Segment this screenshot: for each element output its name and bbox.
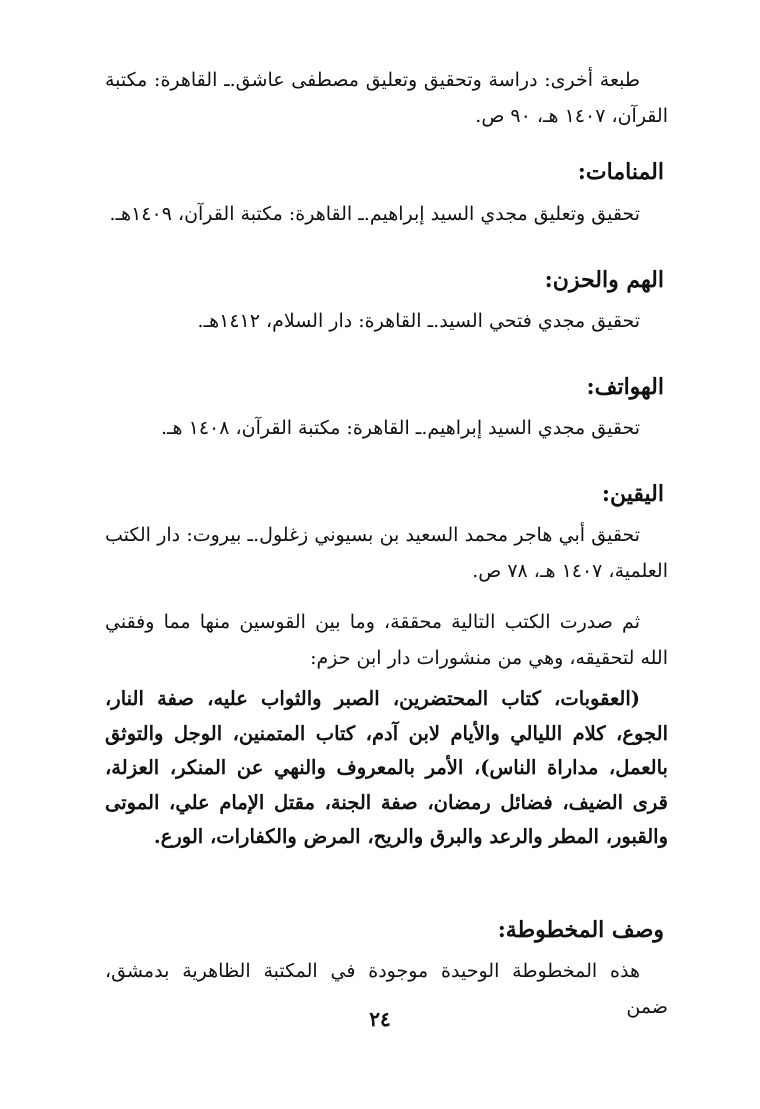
section-heading-almanamat: المنامات:: [577, 159, 664, 185]
paragraph-later-published-books: ثم صدرت الكتب التالية محققة، وما بين القوسين منها مما وفقني الله لتحقيقه، وهي من منشورات دار ابن حزم:: [105, 611, 668, 669]
paragraph-alternate-edition: طبعة أخرى: دراسة وتحقيق وتعليق مصطفى عاشق.ـ القاهرة: مكتبة القرآن، ١٤٠٧ هـ، ٩٠ ص.: [105, 69, 668, 127]
page-number: ٢٤: [369, 1007, 391, 1031]
paragraph-alyaqin-edition: تحقيق أبي هاجر محمد السعيد بن بسيوني زغلول.ـ بيروت: دار الكتب العلمية، ١٤٠٧ هـ، ٧٨ ص.: [105, 524, 668, 582]
section-heading-alhawatif: الهواتف:: [586, 374, 664, 400]
paragraph-book-list: (العقوبات، كتاب المحتضرين، الصبر والثواب عليه، صفة النار، الجوع، كلام الليالي والأيام لابن آدم، كتاب المتمنين، الوجل والتوثق بالعمل، مداراة الناس)، الأمر بالمعروف والنهي عن المنكر، العزلة، قرى الضيف، فضائل رمضان، صفة الجنة، مقتل الإمام علي، الموتى والقبور، المطر والرعد والبرق والريح، المرض والكفارات، الورع.: [105, 687, 668, 848]
paragraph-almanamat-edition: تحقيق وتعليق مجدي السيد إبراهيم.ـ القاهرة: مكتبة القرآن، ١٤٠٩هـ.: [109, 203, 640, 225]
section-heading-manuscript-description: وصف المخطوطة:: [497, 917, 664, 943]
section-heading-alhamm-walhuzn: الهم والحزن:: [544, 267, 664, 293]
paragraph-manuscript-description: هذه المخطوطة الوحيدة موجودة في المكتبة الظاهرية بدمشق، ضمن: [105, 960, 668, 1018]
paragraph-alhamm-edition: تحقيق مجدي فتحي السيد.ـ القاهرة: دار السلام، ١٤١٢هـ.: [197, 310, 640, 332]
section-heading-alyaqin: اليقين:: [601, 481, 664, 507]
paragraph-alhawatif-edition: تحقيق مجدي السيد إبراهيم.ـ القاهرة: مكتبة القرآن، ١٤٠٨ هـ.: [160, 417, 640, 439]
